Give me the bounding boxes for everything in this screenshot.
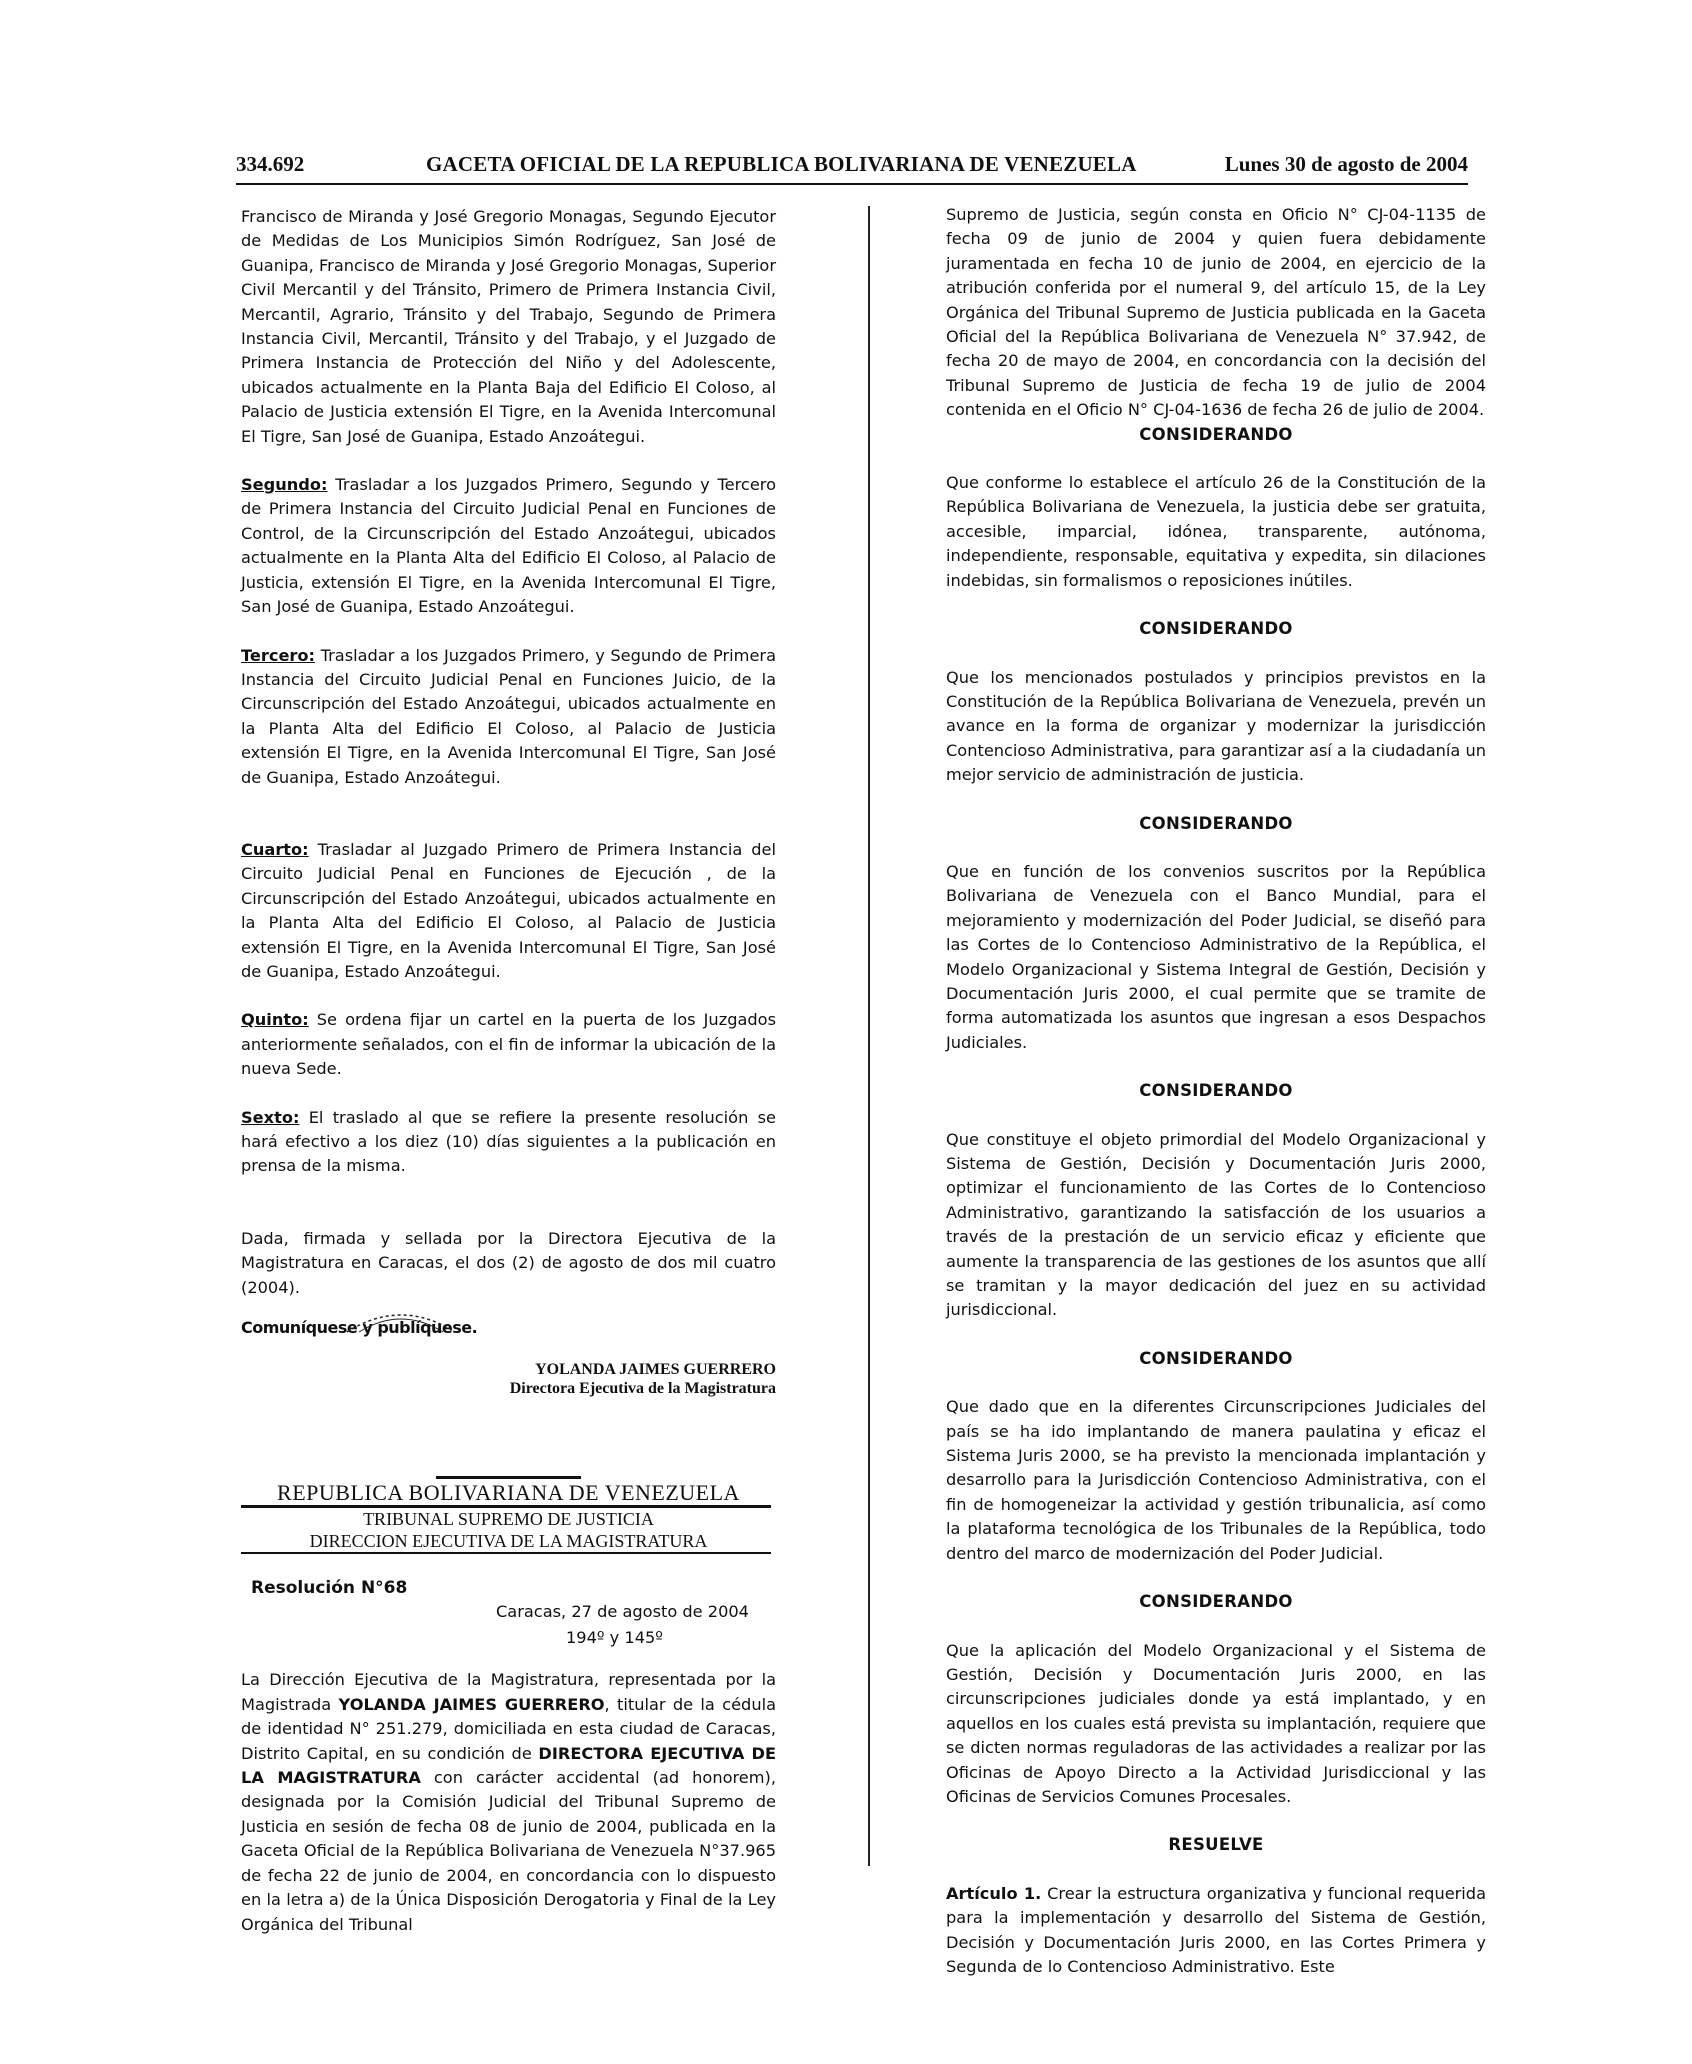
- sexto-label: Sexto:: [241, 1107, 300, 1127]
- considerando-text-5: Que dado que en la diferentes Circunscripciones Judiciales del país se ha ido implantando de manera paulatina y eficaz el Sistema Juris 2000, se ha previsto la mencionada implantación y desarrollo para la Jurisdicción Contencioso Administrativa, con el fin de homogeneizar la actividad y gestión tribunalicia, así como la plataforma tecnológica de los Tribunales de la República, todo dentro del marco de modernización del Poder Judicial.: [946, 1397, 1486, 1563]
- left-column: [241, 205, 776, 1937]
- resolution-header: [241, 1576, 776, 1668]
- paragraph-supremo: Supremo de Justicia, según consta en Oficio N° CJ-04-1135 de fecha 09 de junio de 2004 y quien fuera debidamente juramentada en fecha 10 de junio de 2004, en ejercicio de la atribución conferida por el numeral 9, del artículo 15, de la Ley Orgánica del Tribunal Supremo de Justicia publicada en la Gaceta Oficial del la República Bolivariana de Venezuela N° 37.942, de fecha 20 de mayo de 2004, en concordancia con la decisión del Tribunal Supremo de Justicia de fecha 19 de julio de 2004 contenida en el Oficio N° CJ-04-1636 de fecha 26 de julio de 2004.: [946, 205, 1486, 420]
- resolution-date: Caracas, 27 de agosto de 2004: [496, 1602, 749, 1622]
- paragraph-cuarto: [241, 838, 776, 984]
- considerando-heading-3: CONSIDERANDO: [1139, 813, 1293, 833]
- considerando-heading-5: CONSIDERANDO: [1139, 1348, 1293, 1368]
- header-rule: [236, 183, 1468, 185]
- signature-block: [241, 1360, 776, 1398]
- paragraph-intro: [241, 1668, 776, 1936]
- considerando-text-6: Que la aplicación del Modelo Organizacional y el Sistema de Gestión, Decisión y Documentación Juris 2000, en las circunscripciones judiciales donde ya está implantado, y en aquellos en los cuales está prevista su implantación, requiere que se dicten normas reguladoras de las actividades a realizar por las Oficinas de Apoyo Directo a la Actividad Jurisdiccional y las Oficinas de Servicios Comunes Procesales.: [946, 1640, 1486, 1806]
- column-divider: [868, 206, 870, 1866]
- section-rule: [436, 1476, 581, 1479]
- stamp-text: Comuníquese y publíquese.: [241, 1318, 478, 1338]
- resolution-years: 194º y 145º: [566, 1628, 663, 1648]
- article-1-label: Artículo 1.: [946, 1883, 1042, 1903]
- considerando-text-4: Que constituye el objeto primordial del Modelo Organizacional y Sistema de Gestión, Decisión y Documentación Juris 2000, optimizar el funcionamiento de las Cortes de lo Contencioso Administrativo, garantizando la satisfacción de los usuarios a través de la prestación de un servicio eficaz y eficiente que aumente la transparencia de las gestiones de los asuntos que allí se tramitan y la mayor dedicación del juez en su actividad jurisdiccional.: [946, 1129, 1486, 1320]
- paragraph-dada: Dada, firmada y sellada por la Directora Ejecutiva de la Magistratura en Caracas, el dos (2) de agosto de dos mil cuatro (2004).: [241, 1228, 776, 1297]
- segundo-text: Trasladar a los Juzgados Primero, Segundo y Tercero de Primera Instancia del Circuito Judicial Penal en Funciones de Control, de la Circunscripción del Estado Anzoátegui, ubicados actualmente en la Planta Alta del Edificio El Coloso, al Palacio de Justicia, extensión El Tigre, en la Avenida Intercomunal El Tigre, San José de Guanipa, Estado Anzoátegui.: [241, 475, 776, 617]
- resolution-number: Resolución N°68: [251, 1578, 408, 1599]
- paragraph-continued: Francisco de Miranda y José Gregorio Monagas, Segundo Ejecutor de Medidas de Los Municipios Simón Rodríguez, San José de Guanipa, Francisco de Miranda y José Gregorio Monagas, Superior Civil Mercantil y del Tránsito, Primero de Primera Instancia Civil, Mercantil, Agrario, Tránsito y del Trabajo, Segundo de Primera Instancia Civil, Mercantil, Tránsito y del Trabajo, y el Juzgado de Primera Instancia de Protección del Niño y del Adolescente, ubicados actualmente en la Planta Baja del Edificio El Coloso, al Palacio de Justicia extensión El Tigre, en la Avenida Intercomunal El Tigre, San José de Guanipa, Estado Anzoátegui.: [241, 207, 776, 446]
- direccion-heading: DIRECCION EJECUTIVA DE LA MAGISTRATURA: [309, 1531, 708, 1552]
- publication-title: GACETA OFICIAL DE LA REPUBLICA BOLIVARIANA DE VENEZUELA: [426, 152, 1137, 176]
- quinto-text: Se ordena fijar un cartel en la puerta de los Juzgados anteriormente señalados, con el fin de informar la ubicación de la nueva Sede.: [241, 1010, 776, 1079]
- intro-text-c: con carácter accidental (ad honorem), designada por la Comisión Judicial del Tribunal Supremo de Justicia en sesión de fecha 08 de junio de 2004, publicada en la Gaceta Oficial de la República Bolivariana de Venezuela N°37.965 de fecha 22 de junio de 2004, en concordancia con lo dispuesto en la letra a) de la Única Disposición Derogatoria y Final de la Ley Orgánica del Tribunal: [241, 1768, 776, 1934]
- segundo-label: Segundo:: [241, 475, 328, 495]
- sexto-text: El traslado al que se refiere la presente resolución se hará efectivo a los diez (10) días siguientes a la publicación en prensa de la misma.: [241, 1107, 776, 1176]
- paragraph-tercero: [241, 644, 776, 790]
- signer-title: Directora Ejecutiva de la Magistratura: [509, 1380, 776, 1398]
- considerando-heading-6: CONSIDERANDO: [1139, 1592, 1293, 1612]
- republic-heading: REPUBLICA BOLIVARIANA DE VENEZUELA: [277, 1480, 740, 1506]
- paragraph-sexto: [241, 1106, 776, 1179]
- cuarto-label: Cuarto:: [241, 839, 309, 859]
- intro-name: YOLANDA JAIMES GUERRERO: [338, 1694, 605, 1714]
- signer-name: YOLANDA JAIMES GUERRERO: [535, 1361, 776, 1379]
- heading-rule-bottom: [241, 1552, 771, 1554]
- considerando-heading-4: CONSIDERANDO: [1139, 1081, 1293, 1101]
- paragraph-quinto: [241, 1008, 776, 1081]
- tribunal-heading: TRIBUNAL SUPREMO DE JUSTICIA: [363, 1509, 654, 1530]
- considerando-text-2: Que los mencionados postulados y principios previstos en la Constitución de la República Bolivariana de Venezuela, prevén un avance en la forma de organizar y modernizar la jurisdicción Contencioso Administrativa, para garantizar así a la ciudadanía un mejor servicio de administración de justicia.: [946, 667, 1486, 785]
- seal-arc-icon: [341, 1304, 461, 1334]
- article-1-text: Crear la estructura organizativa y funcional requerida para la implementación y desarrollo del Sistema de Gestión, Decisión y Documentación Juris 2000, en las Cortes Primera y Segunda de lo Contencioso Administrativo. Este: [946, 1883, 1487, 1976]
- intro-title: DIRECTORA EJECUTIVA DE LA MAGISTRATURA: [241, 1743, 777, 1788]
- considerando-text-1: Que conforme lo establece el artículo 26 de la Constitución de la República Bolivariana de Venezuela, la justicia debe ser gratuita, accesible, imparcial, idónea, transparente, autónoma, independiente, responsable, equitativa y expedita, sin dilaciones indebidas, sin formalismos o reposiciones inútiles.: [946, 473, 1486, 590]
- considerando-text-3: Que en función de los convenios suscritos por la República Bolivariana de Venezuela con el Banco Mundial, para el mejoramiento y modernización del Poder Judicial, se diseñó para las Cortes de lo Contencioso Administrativo de la República, el Modelo Organizacional y Sistema Integral de Gestión, Decisión y Documentación Juris 2000, el cual permite que se tramite de forma automatizada los asuntos que ingresan a esos Despachos Judiciales.: [946, 861, 1486, 1052]
- stamp-area: [241, 1316, 776, 1358]
- right-column: [946, 203, 1486, 1979]
- considerando-heading-1: CONSIDERANDO: [1139, 424, 1293, 444]
- tercero-text: Trasladar a los Juzgados Primero, y Segundo de Primera Instancia del Circuito Judicial Penal en Funciones Juicio, de la Circunscripción del Estado Anzoátegui, ubicados actualmente en la Planta Alta del Edificio El Coloso, al Palacio de Justicia extensión El Tigre, en la Avenida Intercomunal El Tigre, San José de Guanipa, Estado Anzoátegui.: [241, 645, 776, 787]
- issue-date: Lunes 30 de agosto de 2004: [1224, 152, 1468, 176]
- quinto-label: Quinto:: [241, 1010, 309, 1030]
- page-header: [236, 152, 1468, 184]
- article-1: [946, 1882, 1486, 1980]
- page-number: 334.692: [236, 152, 305, 176]
- resuelve-heading: RESUELVE: [1168, 1835, 1264, 1855]
- cuarto-text: Trasladar al Juzgado Primero de Primera Instancia del Circuito Judicial Penal en Funciones de Ejecución , de la Circunscripción del Estado Anzoátegui, ubicados actualmente en la Planta Alta del Edificio El Coloso, al Palacio de Justicia extensión El Tigre, en la Avenida Intercomunal El Tigre, San José de Guanipa, Estado Anzoátegui.: [241, 839, 776, 981]
- intro-text-b: , titular de la cédula de identidad N° 251.279, domiciliada en esta ciudad de Caracas, Distrito Capital, en su condición de: [241, 1694, 776, 1763]
- tercero-label: Tercero:: [241, 645, 316, 665]
- considerando-heading-2: CONSIDERANDO: [1139, 619, 1293, 639]
- intro-text-a: La Dirección Ejecutiva de la Magistratura, representada por la Magistrada: [241, 1670, 776, 1714]
- paragraph-segundo: [241, 473, 776, 619]
